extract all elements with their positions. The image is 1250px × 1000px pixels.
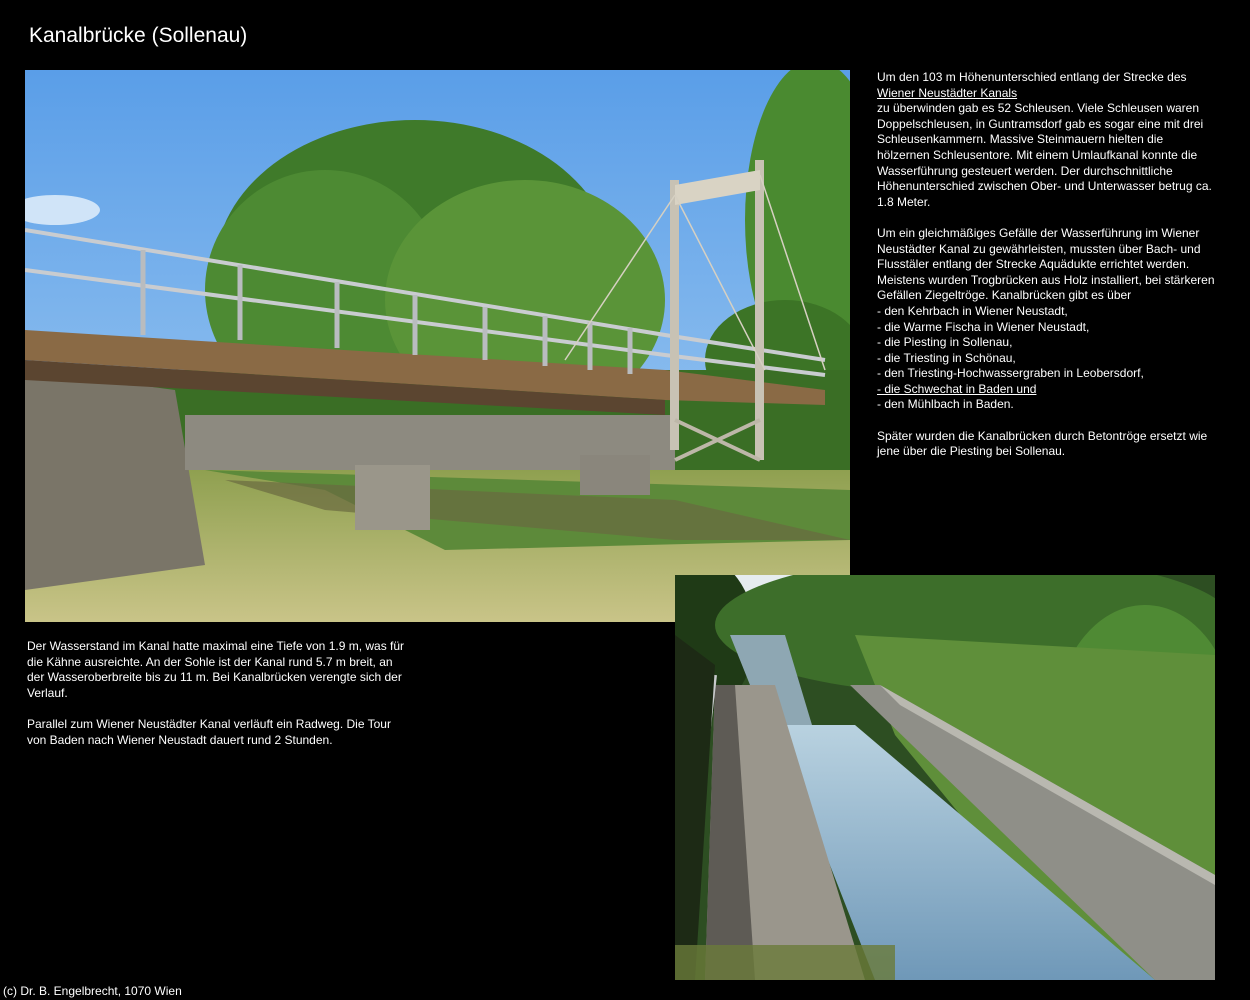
aqueduct-list — [877, 304, 1217, 413]
paragraph-bike-path: Parallel zum Wiener Neustädter Kanal verläuft ein Radweg. Die Tour von Baden nach Wiener Neustadt dauert rund 2 Stunden. — [27, 716, 391, 747]
copyright-footer: (c) Dr. B. Engelbrecht, 1070 Wien — [3, 984, 182, 998]
paragraph-locks-body: zu überwinden gab es 52 Schleusen. Viele Schleusen waren Doppelschleusen, in Guntramsdorf gab es sogar eine mit drei Schleusenkammern. Massive Steinmauern hielten die hölzernen Schleusentore. Mit einem Umlaufkanal konnte die Wasserführung gesteuert werden. Der durchschnittliche Höhenunterschied zwischen Ober- und Unterwasser betrug ca. 1.8 Meter. — [877, 101, 1212, 209]
wiener-neustaedter-kanal-link[interactable]: Wiener Neustädter Kanals — [877, 85, 1018, 100]
bridge-photo[interactable] — [25, 70, 850, 622]
list-item: - den Triesting-Hochwassergraben in Leobersdorf, — [877, 366, 1144, 381]
paragraph-locks — [877, 70, 1217, 210]
bridge-photo-image — [25, 70, 850, 622]
page-title: Kanalbrücke (Sollenau) — [29, 24, 248, 47]
description-left — [27, 639, 407, 764]
canal-photo[interactable] — [675, 575, 1215, 980]
paragraph-aqueducts-body: Um ein gleichmäßiges Gefälle der Wasserführung im Wiener Neustädter Kanal zu gewährleisten, mussten über Bach- und Flusstäler entlang der Strecke Aquädukte errichtet werden. Meistens wurden Trogbrücken aus Holz installiert, bei stärkeren Gefällen Ziegeltröge. Kanalbrücken gibt es über — [877, 225, 1215, 303]
paragraph-locks-intro: Um den 103 m Höhenunterschied entlang der Strecke des — [877, 70, 1187, 84]
list-item: - den Mühlbach in Baden. — [877, 397, 1014, 412]
list-item: - die Piesting in Sollenau, — [877, 335, 1013, 350]
paragraph-water-depth: Der Wasserstand im Kanal hatte maximal eine Tiefe von 1.9 m, was für die Kähne ausreichte. An der Sohle ist der Kanal rund 5.7 m breit, an der Wasseroberbreite bis zu 11 m. Bei Kanalbrücken verengte sich der Verlauf. — [27, 639, 405, 700]
list-item-link-schwechat[interactable] — [877, 382, 1217, 398]
schwechat-baden-link[interactable]: - die Schwechat in Baden und — [877, 381, 1037, 396]
canal-photo-image — [675, 575, 1215, 980]
description-right — [877, 70, 1217, 475]
list-item: - die Warme Fischa in Wiener Neustadt, — [877, 319, 1090, 334]
paragraph-concrete: Später wurden die Kanalbrücken durch Betontröge ersetzt wie jene über die Piesting bei Sollenau. — [877, 428, 1208, 459]
list-item: - den Kehrbach in Wiener Neustadt, — [877, 303, 1068, 318]
list-item: - die Triesting in Schönau, — [877, 350, 1016, 365]
paragraph-aqueducts — [877, 226, 1217, 304]
